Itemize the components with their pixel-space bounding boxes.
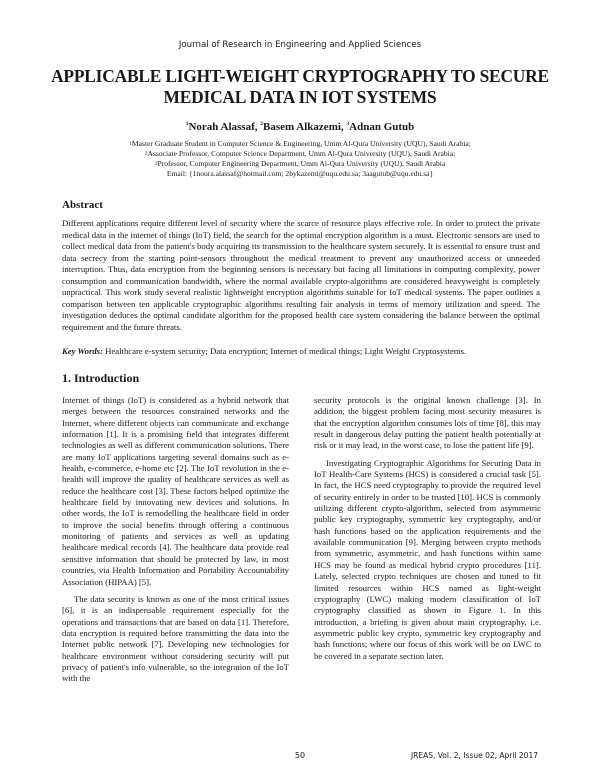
- paragraph: The data security is known as one of the most critical issues [6], it is an indispensable requirement especially for the operations and transactions that are based on data [1]. Therefore, data encryption is required before transmitting the data into the Internet public network [7]. Developing new technologies for healthcare environment without considering security will put privacy of patient's info vulnerable, so the integration of the IoT with the: [62, 593, 289, 684]
- footer-journal-issue: JREAS, Vol. 2, Issue 02, April 2017: [410, 751, 538, 760]
- journal-header: Journal of Research in Engineering and Applied Sciences: [178, 40, 422, 50]
- paragraph: Internet of things (IoT) is considered as a hybrid network that merges between the resources constrained networks and the Internet, where different objects can communicate and exchange information [1]. It is a promising field that integrates different technologies as well as different communication solutions. There are many IoT applications targeting several domains such as e-health, e-commerce, e-home etc [2]. The IoT revolution in the e-health will improve the quality of healthcare services as well as reduce the healthcare cost [3]. These factors helped optimize the healthcare field by innovating new devices and solutions. In other words, the IoT is remodelling the healthcare field in order to improve the social benefits through offering a continuous monitoring of patients and services as well as updating healthcare medical records [4]. The healthcare data provide real sensitive information that should be protected by law, in most countries, via Health Information and Portability Accountability Association (HIPAA) [5].: [62, 395, 289, 587]
- keywords-text: Healthcare e-system security; Data encryption; Internet of medical things; Light Weight Cryptosystems.: [102, 346, 467, 356]
- affiliation: $^1$Master Graduate Student in Computer Science & Engineering, Umm Al-Qura University (UQU), Saudi Arabia;: [129, 139, 471, 148]
- email-line: Email: {1noura.alassaf@hotmail.com; 2bykazemi@uqu.edu.sa; 3aagutub@uqu.edu.sa}: [166, 169, 434, 178]
- affiliation: $^3$Professor, Computer Engineering Department, Umm Al-Qura University (UQU), Saudi Arabia: [154, 159, 446, 168]
- author: $^3$Adnan Gutub: [346, 121, 415, 133]
- author: $^2$Basem Alkazemi,: [260, 121, 347, 133]
- paragraph: security protocols is the original known challenge [3]. In addition, the biggest problem facing most security measures is that the encryption algorithm consumes lots of time [8], this may result in dangerous delay putting the patient health potentially at risk or it may lead, in the worst case, to lose the patient life [9].: [314, 395, 541, 451]
- affiliations: [0, 139, 600, 179]
- abstract-heading: Abstract: [62, 199, 103, 211]
- author-list: [0, 121, 600, 133]
- page-number: 50: [294, 751, 306, 760]
- paragraph: Investigating Cryptographic Algorithms for Securing Data in IoT Health-Care Systems (HCS) is considered a crucial task [5]. In fact, the HCS need cryptography to provide the required level of security entirely in order to be trusted [10]. HCS is commonly utilizing different crypto-algorithm, selected from asymmetric public key cryptography, symmetric key cryptography, and/or hash functions based on the application requirements and the available communication [9]. Merging between crypto methods from symmetric, asymmetric, and hash functions within same HCS may be found as medical hybrid crypto procedures [11]. Lately, selected crypto techniques are chosen and tuned to fit limited resources within HCS named as light-weight cryptography (LWC) making modern classification of IoT cryptography classified as shown in Figure 1. In this introduction, a briefing is given about main cryptography, i.e. asymmetric public key crypto, symmetric key cryptography and hash functions; where our focus of this work will be on LWC to be covered in a separate section later.: [314, 457, 541, 661]
- keywords: [62, 346, 540, 356]
- paper-title: APPLICABLE LIGHT-WEIGHT CRYPTOGRAPHY TO SECURE MEDICAL DATA IN IOT SYSTEMS: [51, 66, 549, 107]
- left-column: [62, 395, 289, 691]
- author: $^1$Norah Alassaf,: [185, 121, 261, 133]
- section-heading-introduction: 1. Introduction: [62, 371, 140, 385]
- affiliation: $^2$Associate Professor, Computer Science Department, Umm Al-Qura University (UQU), Saudi Arabia;: [144, 149, 456, 158]
- right-column: [314, 395, 541, 668]
- keywords-label: Key Words:: [62, 346, 103, 356]
- abstract-text: Different applications require different level of security where the scarce of resource plays effective role. In order to protect the private medical data in the internet of things (IoT) field, the search for the optimal encryption algorithm is a must. Electronic sensors are used to collect medical data from the patient's body acquiring its transmission to the healthcare system securely. It is essential to ensure trust and data secrecy from the starting point-sensors throughout the medical treatment to prevent any unauthorized access or unneeded interruption. Thus, data encryption from the beginning sensors is necessary but facing all limitations in computing complexity, power consumption and communication bandwidth, where the normal available crypto-algorithms are considered heavyweight is completely unpractical. This work study several realistic lightweight encryption algorithms suitable for IoT medical systems. The paper outlines a comparison between ten applicable cryptographic algorithms resulting fair analysis in terms of memory utilization and speed. The investigation deduces the optimal candidate algorithm for the proposed health care system considering the balance between the optimal requirement and the future threats.: [62, 218, 540, 332]
